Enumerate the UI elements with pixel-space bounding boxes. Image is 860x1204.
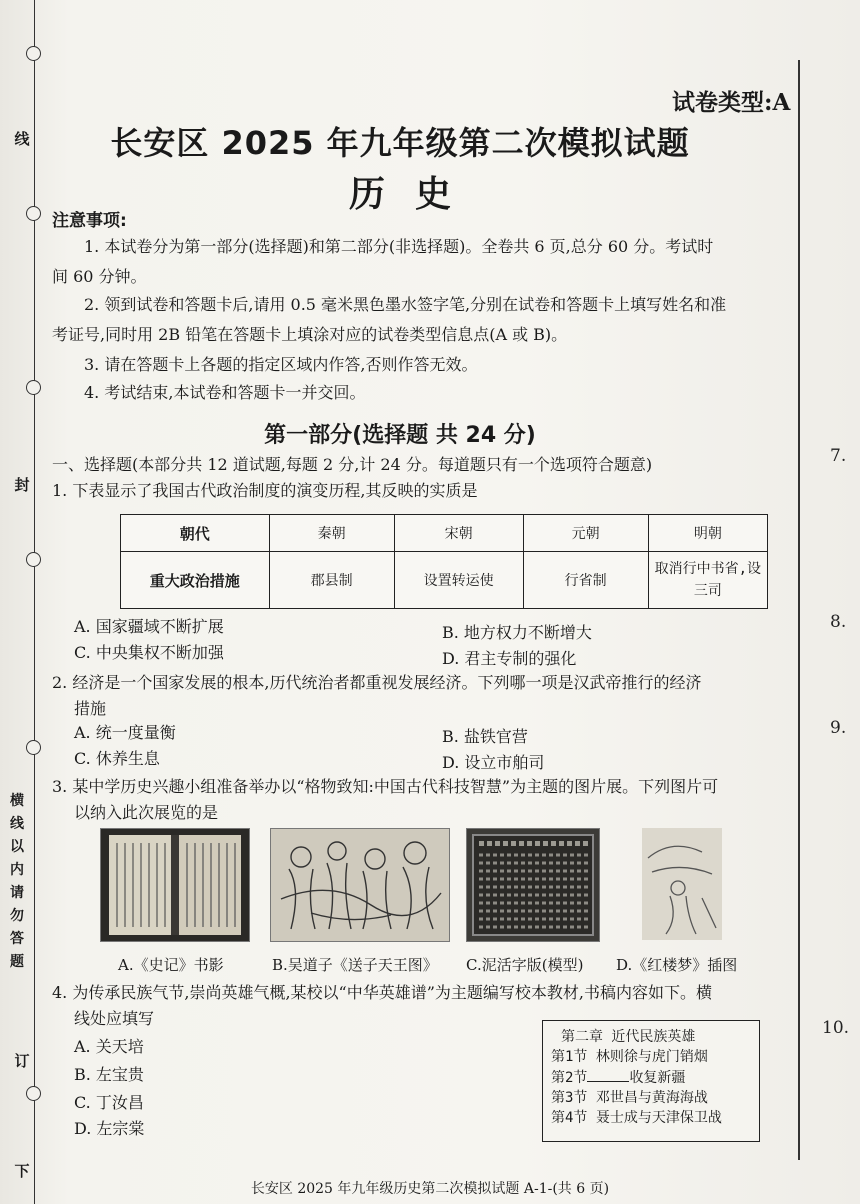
q2-option-d[interactable]: D. 设立市舶司 (442, 753, 545, 772)
q3-stem-line2: 以纳入此次展览的是 (74, 803, 219, 822)
shiji-book-icon (101, 829, 249, 941)
notice-item-2 (84, 290, 794, 319)
painting-figures-icon (271, 829, 449, 941)
q1-dynasty-cell: 元朝 (523, 515, 648, 552)
notice-item-2-cont (52, 320, 782, 349)
q1-row-header: 朝代 (121, 515, 270, 552)
q1-stem: 1. 下表显示了我国古代政治制度的演变历程,其反映的实质是 (52, 481, 478, 500)
q4-option-d[interactable]: D. 左宗棠 (74, 1119, 145, 1138)
q4-book-outline (542, 1020, 760, 1142)
q1-option-a[interactable]: A. 国家疆域不断扩展 (74, 617, 224, 636)
book-section-1: 第1节 林则徐与虎门销烟 (551, 1049, 708, 1065)
binding-circle (26, 552, 41, 567)
q1-dynasty-cell: 秦朝 (269, 515, 394, 552)
q2-stem-line1: 2. 经济是一个国家发展的根本,历代统治者都重视发展经济。下列哪一项是汉武帝推行的经济 (52, 673, 702, 692)
exam-title: 长安区 2025 年九年级第二次模拟试题 (110, 124, 690, 162)
notice-item-1 (84, 232, 784, 261)
next-page-fragment: 8. (830, 612, 847, 632)
notice-item-3 (84, 350, 814, 379)
exam-subject: 历史 (348, 174, 481, 215)
answer-blank (587, 1067, 629, 1082)
page-footer: 长安区 2025 年九年级历史第二次模拟试题 A-1-(共 6 页) (250, 1181, 610, 1197)
binding-circle (26, 46, 41, 61)
binding-circle (26, 1086, 41, 1101)
q1-table (120, 514, 768, 609)
q4-option-a[interactable]: A. 关天培 (74, 1037, 144, 1056)
q1-dynasty-cell: 明朝 (648, 515, 767, 552)
q4-stem-line2: 线处应填写 (74, 1009, 155, 1028)
book-section-3: 第3节 邓世昌与黄海海战 (551, 1090, 708, 1106)
notice-item-1-cont (52, 262, 782, 291)
illustration-figure-icon (642, 828, 722, 940)
book-chapter: 第二章 近代民族英雄 (561, 1029, 696, 1045)
q2-option-a[interactable]: A. 统一度量衡 (74, 723, 176, 742)
honglou-illustration-image[interactable] (642, 828, 722, 940)
q1-option-d[interactable]: D. 君主专制的强化 (442, 649, 577, 668)
notice-title: 注意事项: (52, 211, 127, 231)
margin-word-xia: 下 (14, 1162, 30, 1180)
paper-type: 试卷类型:A (672, 89, 791, 116)
next-page-fragment: 10. (822, 1018, 850, 1038)
q1-option-b[interactable]: B. 地方权力不断增大 (442, 623, 592, 642)
notice-line: 3. 请在答题卡上各题的指定区域内作答,否则作答无效。 (84, 355, 478, 374)
type-grid-icon (467, 829, 599, 941)
notice-line: 间 60 分钟。 (52, 267, 147, 286)
notice-line: 4. 考试结束,本试卷和答题卡一并交回。 (84, 383, 366, 402)
songzi-tianwang-image[interactable] (270, 828, 450, 942)
q1-dynasty-cell: 宋朝 (394, 515, 523, 552)
q2-option-b[interactable]: B. 盐铁官营 (442, 727, 528, 746)
q1-measure-cell: 取消行中书省,设三司 (648, 552, 767, 609)
margin-word-xian: 线 (14, 130, 30, 148)
margin-word-feng: 封 (14, 476, 30, 494)
q3-caption-c: C.泥活字版(模型) (466, 956, 584, 974)
clay-type-image[interactable] (466, 828, 600, 942)
q3-caption-b: B.吴道子《送子天王图》 (272, 956, 438, 974)
q4-option-c[interactable]: C. 丁汝昌 (74, 1093, 144, 1112)
q2-option-c[interactable]: C. 休养生息 (74, 749, 160, 768)
right-page-edge (798, 60, 800, 1160)
q1-measure-cell: 郡县制 (269, 552, 394, 609)
next-page-fragment: 9. (830, 718, 847, 738)
margin-warning: 横线以内请勿答题 (10, 793, 24, 970)
notice-line: 2. 领到试卷和答题卡后,请用 0.5 毫米黑色墨水签字笔,分别在试卷和答题卡上填写姓名和准 (84, 295, 727, 314)
q1-option-c[interactable]: C. 中央集权不断加强 (74, 643, 224, 662)
q2-stem-line2: 措施 (74, 699, 107, 718)
q3-caption-a: A.《史记》书影 (118, 956, 224, 974)
q1-row-header: 重大政治措施 (121, 552, 270, 609)
q4-stem-line1: 4. 为传承民族气节,崇尚英雄气概,某校以“中华英雄谱”为主题编写校本教材,书稿内容如下。横 (52, 983, 712, 1002)
book-section-2-prefix: 第2节 (551, 1070, 588, 1086)
book-section-2-suffix: 收复新疆 (629, 1070, 686, 1086)
q1-measure-cell: 行省制 (523, 552, 648, 609)
book-section-4: 第4节 聂士成与天津保卫战 (551, 1110, 722, 1126)
q3-stem-line1: 3. 某中学历史兴趣小组准备举办以“格物致知:中国古代科技智慧”为主题的图片展。下列图片可 (52, 777, 719, 796)
binding-circle (26, 740, 41, 755)
q1-measure-cell: 设置转运使 (394, 552, 523, 609)
notice-item-4 (84, 378, 814, 407)
binding-circle (26, 380, 41, 395)
q4-option-b[interactable]: B. 左宝贵 (74, 1065, 144, 1084)
margin-word-ding: 订 (14, 1052, 30, 1070)
part-one-heading: 第一部分(选择题 共 24 分) (264, 423, 536, 448)
next-page-fragment: 7. (830, 446, 847, 466)
section-intro: 一、选择题(本部分共 12 道试题,每题 2 分,计 24 分。每道题只有一个选项符合题意) (52, 455, 653, 474)
shiji-book-image[interactable] (100, 828, 250, 942)
notice-line: 1. 本试卷分为第一部分(选择题)和第二部分(非选择题)。全卷共 6 页,总分 60 分。考试时 (84, 237, 714, 256)
book-section-2 (551, 1067, 751, 1088)
q3-caption-d: D.《红楼梦》插图 (616, 956, 738, 974)
notice-line: 考证号,同时用 2B 铅笔在答题卡上填涂对应的试卷类型信息点(A 或 B)。 (52, 325, 568, 344)
